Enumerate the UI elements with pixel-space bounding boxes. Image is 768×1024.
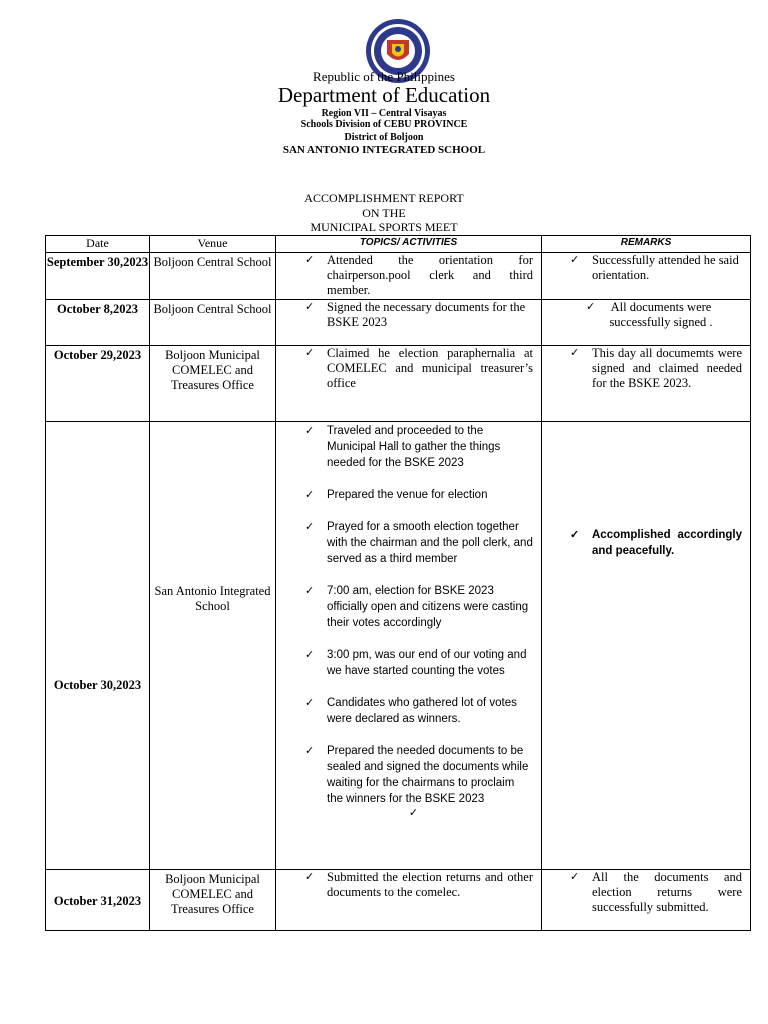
title-line-1: ACCOMPLISHMENT REPORT [304,191,464,205]
row-date: October 31,2023 [46,870,150,931]
check-icon: ✓ [305,745,315,757]
list-item: ✓ Submitted the election returns and other documents to the comelec. [305,870,533,899]
list-item: ✓ Claimed he election paraphernalia at COMELEC and municipal treasurer’s office [305,346,533,390]
row-topics [276,422,542,870]
list-item: ✓ This day all documemts were signed and claimed needed for the BSKE 2023. [570,346,742,390]
check-icon: ✓ [305,489,315,501]
list-item: ✓ Successfully attended he said orientation. [570,253,739,282]
table-row [46,422,751,870]
table-row [46,253,751,300]
district-line: District of Boljoon [344,132,424,143]
list-item: ✓ Prepared the needed documents to be sealed and signed the documents while waiting for the chairmans to proclaim the winners for the BSKE 2023 [305,745,529,805]
division-line: Schools Division of CEBU PROVINCE [300,119,468,130]
row-topics [276,346,542,422]
row-date: September 30,2023 [46,253,150,300]
check-icon: ✓ [305,254,315,266]
school-name: SAN ANTONIO INTEGRATED SCHOOL [282,144,486,156]
check-icon: ✓ [586,301,596,313]
row-remarks [542,346,751,422]
title-line-3: MUNICIPAL SPORTS MEET [310,220,458,234]
department-name: Department of Education [277,83,491,107]
report-title [0,191,768,235]
check-icon: ✓ [570,347,580,359]
check-icon: ✓ [305,585,315,597]
row-remarks [542,300,751,346]
list-item: ✓ All documents were successfully signed . [586,300,713,329]
check-icon: ✓ [305,697,315,709]
list-item: ✓ 3:00 pm, was our end of our voting and we have started counting the votes [305,649,527,677]
region-line: Region VII – Central Visayas [321,108,447,119]
check-icon: ✓ [305,347,315,359]
row-topics [276,253,542,300]
header-topics: TOPICS/ ACTIVITIES [276,236,542,253]
header-remarks: REMARKS [542,236,751,253]
list-item: ✓ Prepared the venue for election [305,489,488,501]
accomplishment-table [45,235,751,931]
row-date: October 29,2023 [46,346,150,422]
check-icon: ✓ [305,871,315,883]
title-line-2: ON THE [362,205,406,220]
row-topics [276,870,542,931]
check-icon: ✓ [408,807,419,819]
list-item: ✓ Prayed for a smooth election together with the chairman and the poll clerk, and served as a third member [305,521,533,565]
list-item: ✓ Candidates who gathered lot of votes were declared as winners. [305,697,517,725]
table-row [46,346,751,422]
list-item: ✓ Accomplished accordingly and peacefully. [570,529,742,557]
header-date: Date [46,236,150,253]
row-date: October 30,2023 [46,422,150,870]
table-header-row [46,236,751,253]
row-venue: San Antonio Integrated School [150,422,276,870]
list-item: ✓ 7:00 am, election for BSKE 2023 officially open and citizens were casting their votes accordingly [305,585,529,629]
check-icon: ✓ [570,529,580,541]
list-item: ✓ Traveled and proceeded to the Municipal Hall to gather the things needed for the BSKE 2023 [305,425,501,469]
header-venue: Venue [150,236,276,253]
check-icon: ✓ [570,254,580,266]
list-item: ✓ All the documents and election returns were successfully submitted. [570,870,742,914]
row-remarks [542,422,751,870]
republic-line: Republic of the Philippines [313,69,455,84]
row-venue: Boljoon Municipal COMELEC and Treasures Office [150,870,276,931]
row-date: October 8,2023 [46,300,150,346]
table-row [46,300,751,346]
check-icon: ✓ [305,425,315,437]
row-venue: Boljoon Central School [150,253,276,300]
list-item: ✓ Signed the necessary documents for the BSKE 2023 [305,300,526,329]
row-remarks [542,870,751,931]
table-row [46,870,751,931]
row-remarks [542,253,751,300]
row-venue: Boljoon Central School [150,300,276,346]
check-icon: ✓ [305,649,315,661]
row-topics [276,300,542,346]
check-icon: ✓ [305,301,315,313]
check-icon: ✓ [305,521,315,533]
check-icon: ✓ [570,871,580,883]
row-venue: Boljoon Municipal COMELEC and Treasures Office [150,346,276,422]
list-item: ✓ Attended the orientation for chairperson.pool clerk and third member. [305,253,533,297]
